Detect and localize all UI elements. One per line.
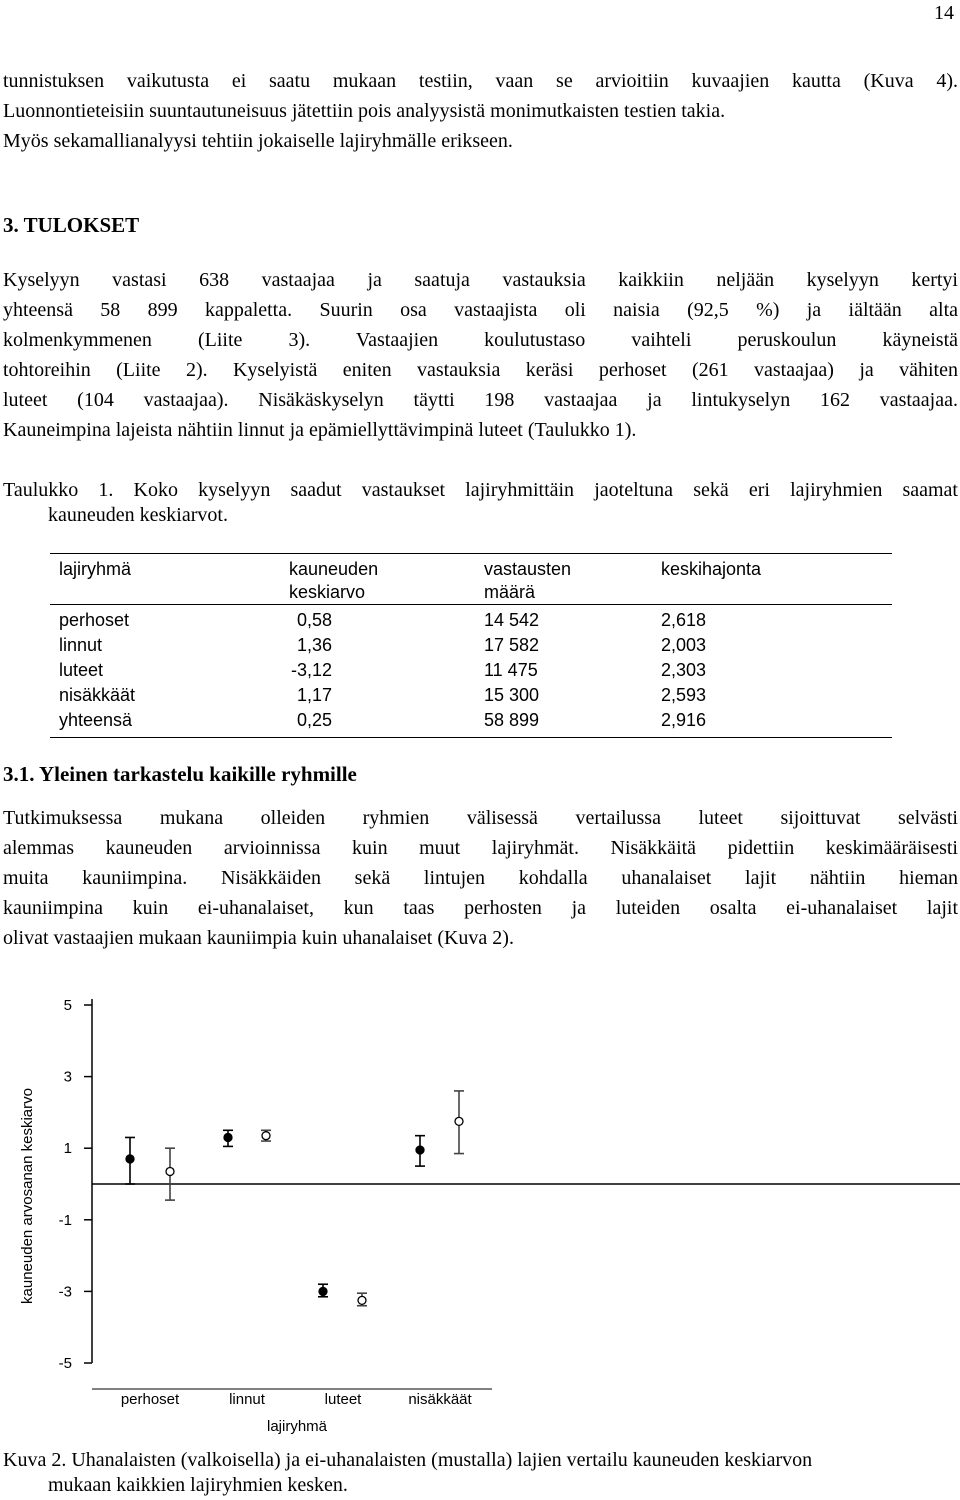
data-point-filled [224,1133,232,1141]
text-line: olivat vastaajien mukaan kauniimpia kuin uhanalaiset (Kuva 2). [3,927,514,949]
x-axis-label: lajiryhmä [266,1418,328,1435]
text-line: alemmas kauneuden arvioinnissa kuin muut lajiryhmät. Nisäkkäitä pidettiin keskimääräisesti [3,837,958,859]
caption-line: kauneuden keskiarvot. [48,504,228,526]
text-line: Tutkimuksessa mukana olleiden ryhmien välisessä vertailussa luteet sijoittuvat selvästi [3,807,958,829]
caption-line: Taulukko 1. Koko kyselyyn saadut vastaukset lajiryhmittäin jaoteltuna sekä eri lajiryhmien saamat [3,479,958,501]
data-point-open [262,1132,270,1140]
table-cell: 2,003 [661,635,707,655]
results-paragraph [3,265,958,445]
column-header-lajiryhma: lajiryhmä [59,559,132,579]
table-cell: 0,58 [296,610,332,630]
x-tick-label: nisäkkäät [408,1391,472,1408]
text-line: yhteensä 58 899 kappaletta. Suurin osa vastaajista oli naisia (92,5 %) ja iältään alta [3,299,958,321]
table-cell: 11 475 [484,660,538,680]
y-tick-label: 3 [63,1068,72,1086]
text-line: Myös sekamallianalyysi tehtiin jokaiselle lajiryhmälle erikseen. [3,130,513,152]
table-cell: 2,618 [661,610,707,630]
data-point-open [455,1117,463,1125]
table-cell: 1,17 [296,685,332,705]
table-cell: linnut [59,635,103,655]
column-header-vastausten-maara: vastausten määrä [484,559,572,602]
table-cell: 2,303 [661,660,707,680]
text-line: Kyselyyn vastasi 638 vastaajaa ja saatuja vastauksia kaikkiin neljään kyselyyn kertyi [3,269,958,291]
y-axis-label: kauneuden arvosanan keskiarvo [19,1088,36,1304]
column-header-kauneuden-keskiarvo: kauneuden keskiarvo [289,559,379,602]
table-cell: 0,25 [296,710,332,730]
data-point-filled [416,1146,424,1154]
text-line: tohtoreihin (Liite 2). Kyselyistä eniten vastauksia keräsi perhoset (261 vastaajaa) ja vähiten [3,359,958,381]
table-cell: 14 542 [484,610,540,630]
page-number: 14 [934,2,954,24]
table-cell: perhoset [59,610,130,630]
table-cell: -3,12 [290,660,332,680]
y-tick-label: 5 [63,997,72,1014]
chart-axes [19,997,960,1435]
text-line: Kauneimpina lajeista nähtiin linnut ja epämiellyttävimpinä luteet (Taulukko 1). [3,419,637,441]
results-table [50,553,892,738]
table-row [50,708,892,738]
x-tick-label: luteet [324,1391,362,1408]
table-cell: 2,916 [661,710,707,730]
table-cell: 1,36 [296,635,332,655]
data-point-open [358,1296,366,1304]
chart-marks [125,1091,464,1306]
text-line: kolmenkymmenen (Liite 3). Vastaajien koulutustaso vaihteli peruskoulun käyneistä [3,329,958,351]
discussion-paragraph [3,803,958,953]
section-heading: 3. TULOKSET [3,213,140,237]
data-point-filled [126,1155,134,1163]
table-cell: 17 582 [484,635,540,655]
data-point-filled [319,1287,327,1295]
table-cell: 2,593 [661,685,707,705]
figure-caption [3,1448,958,1498]
text-line: kauniimpina kuin ei-uhanalaiset, kun taas perhosten ja luteiden osalta ei-uhanalaiset lajit [3,897,958,919]
caption-line: mukaan kaikkien lajiryhmien kesken. [48,1474,348,1496]
table-cell: nisäkkäät [59,685,136,705]
text-line: muita kauniimpina. Nisäkkäiden sekä lintujen kohdalla uhanalaiset lajit nähtiin hieman [3,867,958,889]
x-tick-label: perhoset [120,1391,180,1408]
data-point-open [166,1167,174,1175]
column-header-keskihajonta: keskihajonta [661,559,762,579]
table-cell: luteet [59,660,104,680]
y-tick-label: -3 [58,1283,72,1301]
table-caption [3,478,958,528]
table-row [50,633,892,658]
text-line: Luonnontieteisiin suuntautuneisuus jätettiin pois analyysistä monimutkaisten testien takia. [3,100,726,122]
intro-paragraph [3,66,958,156]
table-row [50,683,892,708]
y-tick-label: 1 [63,1140,72,1158]
table-cell: yhteensä [59,710,133,730]
subsection-heading: 3.1. Yleinen tarkastelu kaikille ryhmille [3,762,357,786]
table-row [50,658,892,683]
table-cell: 58 899 [484,710,540,730]
x-tick-label: linnut [229,1391,265,1408]
table-cell: 15 300 [484,685,540,705]
y-tick-label: -5 [58,1355,72,1372]
table-header-row [50,554,892,605]
text-line: luteet (104 vastaajaa). Nisäkäskyselyn täytti 198 vastaajaa ja lintukyselyn 162 vastaajaa. [3,389,958,411]
text-line: tunnistuksen vaikutusta ei saatu mukaan testiin, vaan se arvioitiin kuvaajien kautta (Kuva 4). [3,70,958,92]
beauty-score-chart [0,975,960,1445]
caption-line: Kuva 2. Uhanalaisten (valkoisella) ja ei-uhanalaisten (mustalla) lajien vertailu kauneuden keskiarvon [3,1449,813,1471]
y-tick-label: -1 [58,1211,72,1229]
table-row [50,605,892,634]
